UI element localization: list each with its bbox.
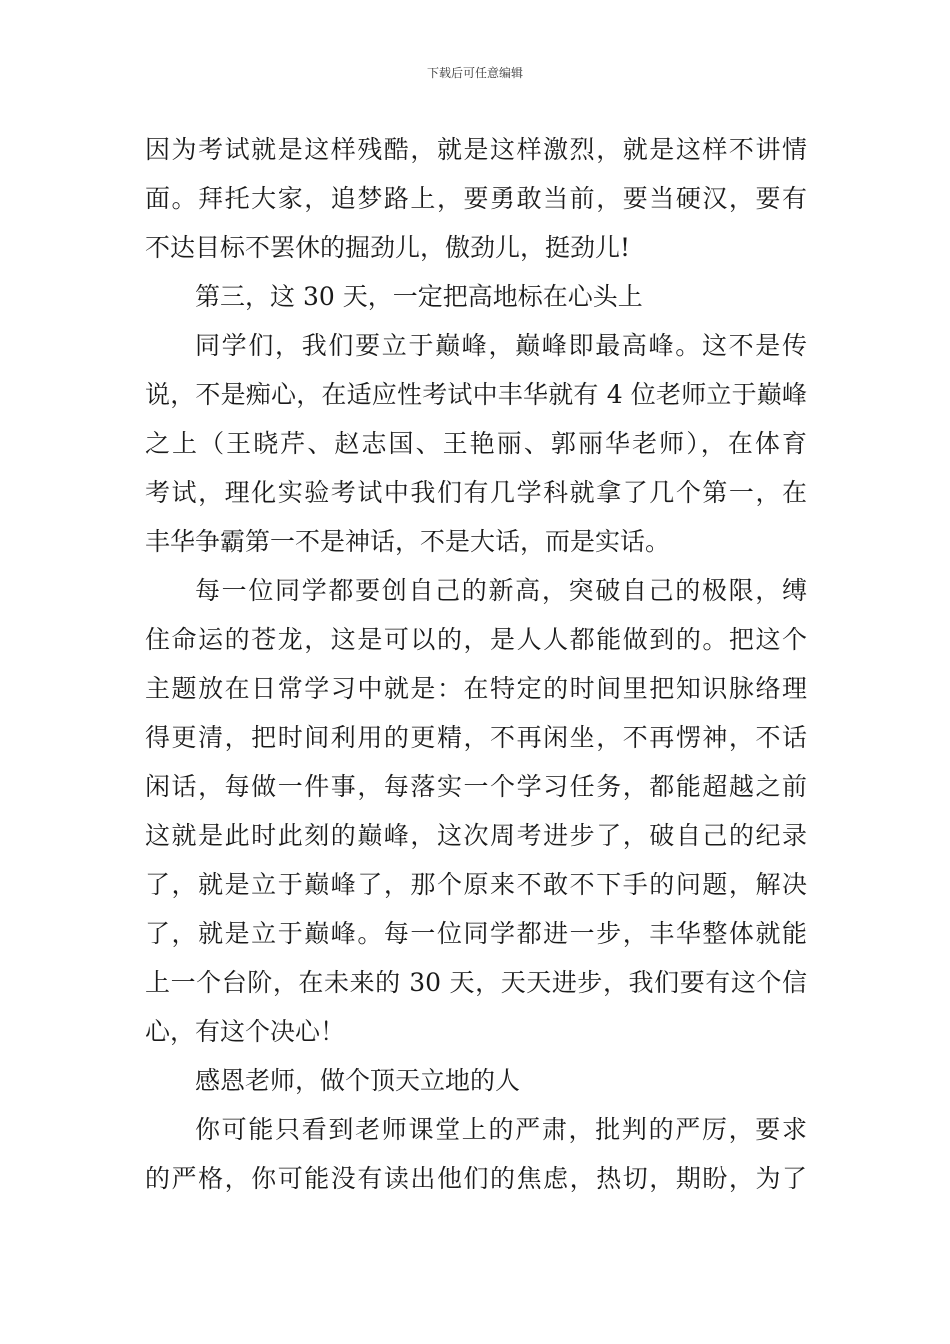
text-line: 丰华争霸第一不是神话，不是大话，而是实话。 — [145, 527, 671, 556]
text-line: 你可能只看到老师课堂上的严肃，批判的严厉，要求 — [195, 1115, 807, 1144]
text-line: 之上（王晓芹、赵志国、王艳丽、郭丽华老师），在体育 — [145, 429, 807, 458]
body-text — [145, 125, 807, 1203]
text-line: 因为考试就是这样残酷，就是这样激烈，就是这样不讲情 — [145, 135, 807, 164]
page-header: 下载后可任意编辑 — [426, 66, 523, 80]
text-line: 这就是此时此刻的巅峰，这次周考进步了，破自己的纪录 — [145, 821, 807, 850]
text-line: 考试，理化实验考试中我们有几学科就拿了几个第一，在 — [145, 478, 807, 507]
text-line: 不达目标不罢休的掘劲儿，傲劲儿，挺劲儿! — [145, 233, 631, 262]
text-line: 闲话，每做一件事，每落实一个学习任务，都能超越之前 — [145, 772, 807, 801]
text-line: 了，就是立于巅峰。每一位同学都进一步，丰华整体就能 — [145, 919, 807, 948]
text-line: 每一位同学都要创自己的新高，突破自己的极限，缚 — [195, 576, 807, 605]
text-line: 住命运的苍龙，这是可以的，是人人都能做到的。把这个 — [145, 625, 807, 654]
text-line: 得更清，把时间利用的更精，不再闲坐，不再愣神，不话 — [145, 723, 807, 752]
text-line: 面。拜托大家，追梦路上，要勇敢当前，要当硬汉，要有 — [145, 184, 807, 213]
text-line: 心，有这个决心！ — [145, 1017, 346, 1046]
text-line: 主题放在日常学习中就是：在特定的时间里把知识脉络理 — [145, 674, 807, 703]
text-line: 了，就是立于巅峰了，那个原来不敢不下手的问题，解决 — [145, 870, 807, 899]
section-heading: 第三，这 30 天，一定把高地标在心头上 — [195, 282, 643, 311]
text-line: 的严格，你可能没有读出他们的焦虑，热切，期盼，为了 — [145, 1164, 807, 1193]
text-line: 上一个台阶，在未来的 30 天，天天进步，我们要有这个信 — [145, 968, 807, 997]
section-heading: 感恩老师，做个顶天立地的人 — [195, 1066, 521, 1095]
text-line: 同学们，我们要立于巅峰，巅峰即最高峰。这不是传 — [195, 331, 807, 360]
text-line: 说，不是痴心，在适应性考试中丰华就有 4 位老师立于巅峰 — [145, 380, 807, 409]
